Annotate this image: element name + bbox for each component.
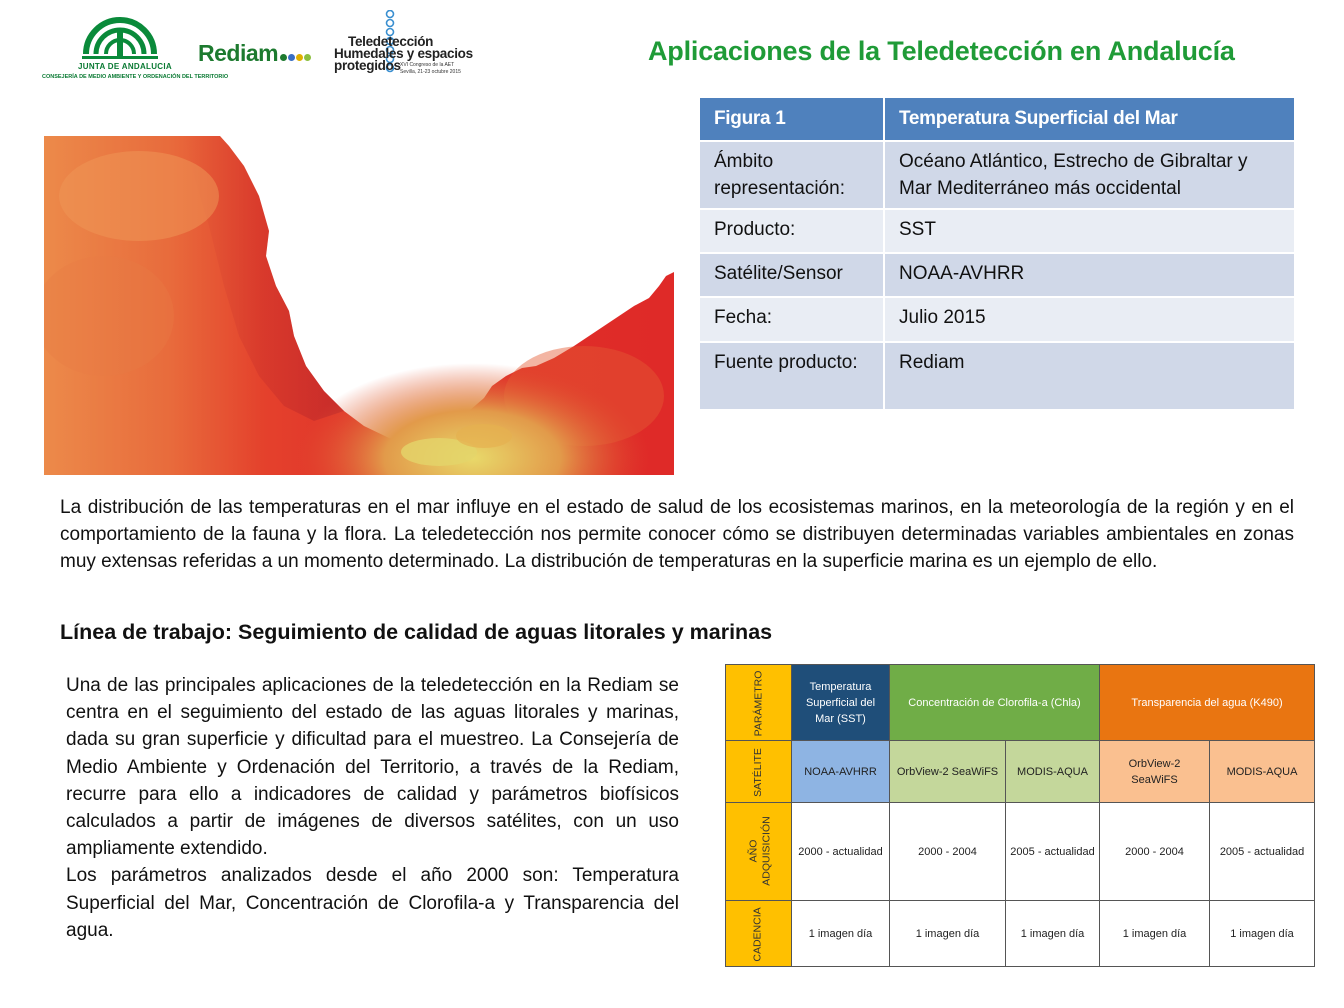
row-key: Fecha: [699,297,884,342]
row-value: NOAA-AVHRR [884,253,1295,297]
satellite-cell: MODIS-AQUA [1210,741,1315,803]
param-row-anio [726,803,1315,901]
junta-arch-icon [80,14,160,62]
satellite-cell: OrbView-2 SeaWiFS [1100,741,1210,803]
congreso-line-2: Humedales y espacios [334,46,473,61]
row-key: Fuente producto: [699,342,884,410]
row-header-anio: AÑO ADQUISICIÓN [726,803,792,901]
congreso-line-4: XVI Congreso de la AET [400,62,455,68]
satellite-cell: OrbView-2 SeaWiFS [890,741,1006,803]
body-paragraph: Los parámetros analizados desde el año 2000 son: Temperatura Superficial del Mar, Concentración de Clorofila-a y Transparencia del agua. [66,865,679,941]
param-row-satelite [726,741,1315,803]
param-k490: Transparencia del agua (K490) [1100,665,1315,741]
satellite-cell: NOAA-AVHRR [792,741,890,803]
junta-name: JUNTA DE ANDALUCIA [78,62,172,71]
param-sst: Temperatura Superficial del Mar (SST) [792,665,890,741]
cadence-cell: 1 imagen día [1006,901,1100,967]
row-value: Rediam [884,342,1295,410]
junta-andalucia-logo [40,14,229,84]
table-row [699,297,1295,342]
figure-info-table [698,96,1296,411]
rediam-logo-text: Rediam [198,39,279,66]
row-header-cadencia: CADENCIA [726,901,792,967]
cadence-cell: 1 imagen día [890,901,1006,967]
param-row-parametro [726,665,1315,741]
row-key: Ámbito representación: [699,141,884,209]
sst-map-image [44,136,674,475]
figure-label: Figura 1 [699,97,884,141]
year-cell: 2000 - 2004 [1100,803,1210,901]
row-header-parametro: PARÁMETRO [726,665,792,741]
body-text [66,672,679,944]
congreso-line-5: Sevilla, 21-23 octubre 2015 [400,69,461,75]
congreso-line-3: protegidos [334,58,401,73]
cadence-cell: 1 imagen día [792,901,890,967]
year-cell: 2005 - actualidad [1210,803,1315,901]
figure-info-header [699,97,1295,141]
page-title: Aplicaciones de la Teledetección en Andalucía [648,36,1235,66]
intro-paragraph: La distribución de las temperaturas en el mar influye en el estado de salud de los ecosistemas marinos, en la meteorología de la región y en el comportamiento de la fauna y la flora. La teledetección nos permite conocer cómo se distribuyen determinadas variables ambientales en zonas muy extensas referidas a un momento determinado. La distribución de temperaturas en la superficie marina es un ejemplo de ello. [60,497,1294,573]
row-header-satelite: SATÉLITE [726,741,792,803]
param-chla: Concentración de Clorofila-a (Chla) [890,665,1100,741]
year-cell: 2000 - actualidad [792,803,890,901]
cadence-cell: 1 imagen día [1210,901,1315,967]
rediam-logo [198,38,311,68]
table-row [699,141,1295,209]
body-paragraph: Una de las principales aplicaciones de la teledetección en la Rediam se centra en el seguimiento del estado de las aguas litorales y marinas, dada su gran superficie y dificultad para el muestreo. La Consejería de Medio Ambiente y Ordenación del Territorio, a través de la Rediam, recurre para ello a indicadores de calidad y parámetros biofísicos calculados a partir de imágenes de diversos satélites, con un uso ampliamente extendido. [66,675,679,860]
year-cell: 2000 - 2004 [890,803,1006,901]
consejeria-name: CONSEJERÍA DE MEDIO AMBIENTE Y ORDENACIÓN DEL TERRITORIO [42,74,229,80]
row-value: SST [884,209,1295,253]
table-row [699,209,1295,253]
row-key: Satélite/Sensor [699,253,884,297]
congreso-aet-logo [334,10,504,85]
cadence-cell: 1 imagen día [1100,901,1210,967]
section-heading: Línea de trabajo: Seguimiento de calidad de aguas litorales y marinas [60,620,773,644]
param-row-cadencia [726,901,1315,967]
parameter-table [725,664,1315,967]
row-key: Producto: [699,209,884,253]
rediam-dots-icon [280,54,311,61]
figure-title: Temperatura Superficial del Mar [884,97,1295,141]
table-row [699,342,1295,410]
row-value: Océano Atlántico, Estrecho de Gibraltar y Mar Mediterráneo más occidental [884,141,1295,209]
congreso-line-1: Teledetección [348,34,434,49]
satellite-cell: MODIS-AQUA [1006,741,1100,803]
year-cell: 2005 - actualidad [1006,803,1100,901]
row-value: Julio 2015 [884,297,1295,342]
table-row [699,253,1295,297]
